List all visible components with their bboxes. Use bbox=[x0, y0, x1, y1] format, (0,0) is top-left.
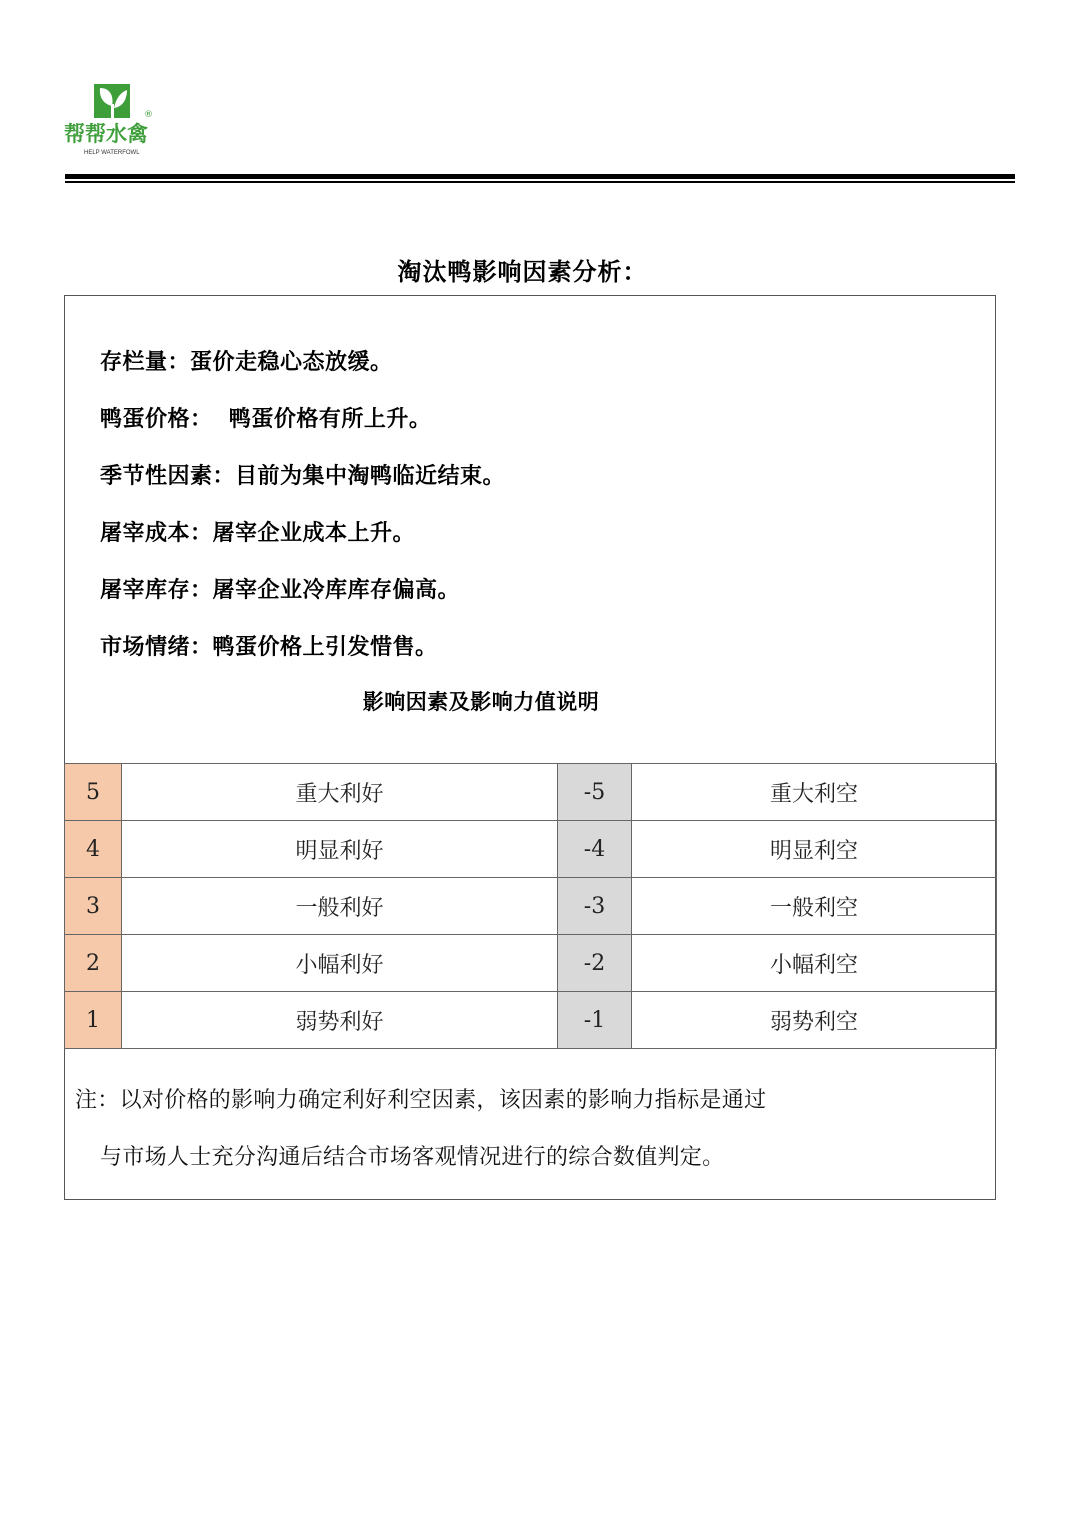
factor-label: 鸭蛋价格： bbox=[100, 407, 213, 432]
table-row bbox=[65, 878, 997, 935]
factor-value: 鸭蛋价格有所上升。 bbox=[212, 407, 432, 432]
factor-label: 屠宰库存： bbox=[100, 578, 213, 603]
negative-value: -3 bbox=[558, 878, 632, 935]
negative-value: -5 bbox=[558, 764, 632, 821]
brand-name: 帮帮水禽 bbox=[64, 121, 148, 146]
factor-value: 蛋价走稳心态放缓。 bbox=[190, 350, 393, 375]
table-row bbox=[65, 935, 997, 992]
factor-label: 季节性因素： bbox=[100, 464, 236, 489]
table-row bbox=[65, 992, 997, 1049]
factor-value: 鸭蛋价格上引发惜售。 bbox=[212, 635, 438, 660]
positive-value: 3 bbox=[65, 878, 122, 935]
header-divider-thick bbox=[65, 174, 1015, 179]
negative-value: -4 bbox=[558, 821, 632, 878]
factor-market-sentiment bbox=[100, 630, 438, 661]
leaf-logo-icon bbox=[94, 84, 130, 118]
factor-label: 市场情绪： bbox=[100, 635, 213, 660]
note-line-2: 与市场人士充分沟通后结合市场客观情况进行的综合数值判定。 bbox=[100, 1145, 725, 1170]
positive-value: 2 bbox=[65, 935, 122, 992]
factor-value: 目前为集中淘鸭临近结束。 bbox=[235, 464, 506, 489]
registered-mark: ® bbox=[144, 110, 153, 120]
brand-subtitle: HELP WATERFOWL bbox=[84, 150, 140, 156]
factor-label: 存栏量： bbox=[100, 350, 191, 375]
factor-value: 屠宰企业成本上升。 bbox=[212, 521, 416, 546]
factor-slaughter-stock bbox=[100, 573, 460, 604]
scale-title: 影响因素及影响力值说明 bbox=[362, 690, 600, 714]
factor-inventory bbox=[100, 345, 393, 376]
factor-egg-price bbox=[100, 402, 431, 433]
positive-value: 4 bbox=[65, 821, 122, 878]
positive-label: 一般利好 bbox=[122, 878, 558, 935]
table-row bbox=[65, 821, 997, 878]
factor-slaughter-cost bbox=[100, 516, 415, 547]
factor-seasonal bbox=[100, 459, 505, 490]
negative-value: -1 bbox=[558, 992, 632, 1049]
positive-label: 明显利好 bbox=[122, 821, 558, 878]
negative-label: 小幅利空 bbox=[632, 935, 997, 992]
negative-value: -2 bbox=[558, 935, 632, 992]
positive-value: 1 bbox=[65, 992, 122, 1049]
page-title: 淘汰鸭影响因素分析： bbox=[397, 258, 648, 286]
header-divider-thin bbox=[65, 181, 1015, 183]
positive-value: 5 bbox=[65, 764, 122, 821]
negative-label: 明显利空 bbox=[632, 821, 997, 878]
positive-label: 弱势利好 bbox=[122, 992, 558, 1049]
factor-label: 屠宰成本： bbox=[100, 521, 213, 546]
impact-scale-table bbox=[64, 763, 997, 1049]
positive-label: 重大利好 bbox=[122, 764, 558, 821]
positive-label: 小幅利好 bbox=[122, 935, 558, 992]
negative-label: 一般利空 bbox=[632, 878, 997, 935]
factor-value: 屠宰企业冷库库存偏高。 bbox=[212, 578, 461, 603]
negative-label: 重大利空 bbox=[632, 764, 997, 821]
table-row bbox=[65, 764, 997, 821]
brand-logo bbox=[64, 84, 164, 164]
negative-label: 弱势利空 bbox=[632, 992, 997, 1049]
note-line-1: 注：以对价格的影响力确定利好利空因素，该因素的影响力指标是通过 bbox=[75, 1088, 767, 1113]
